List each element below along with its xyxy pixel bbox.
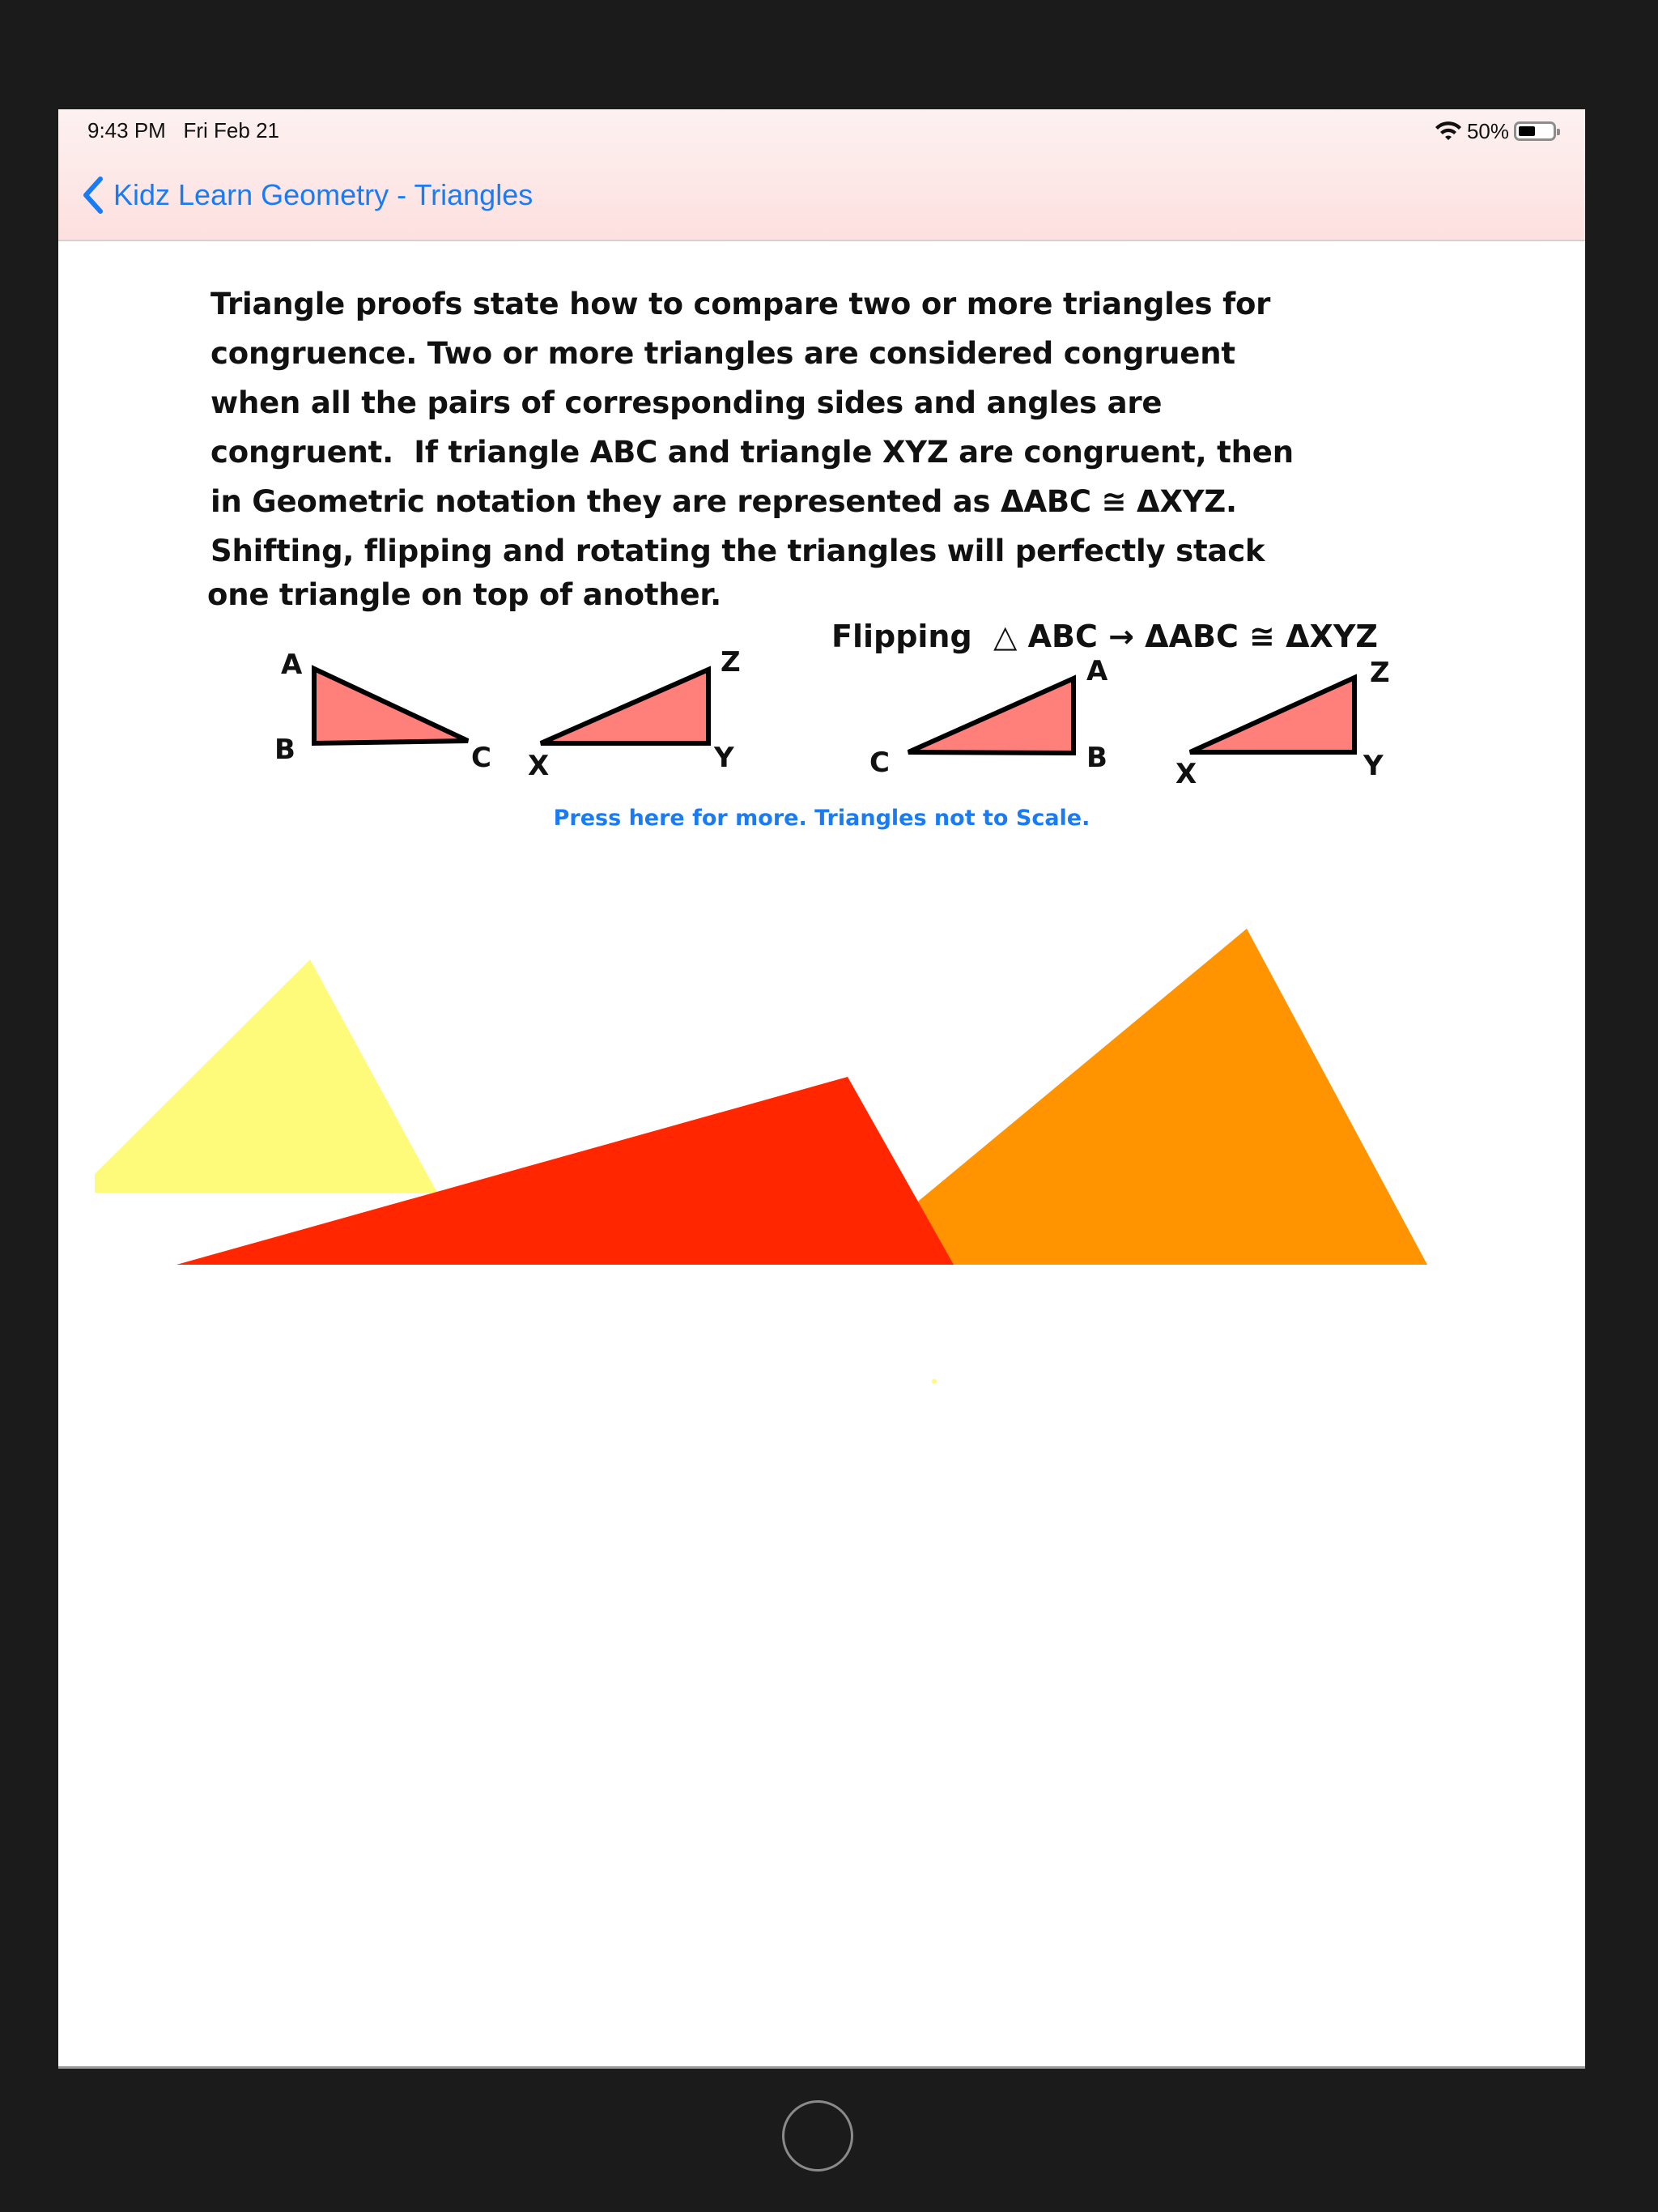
- paragraph-line: in Geometric notation they are represented as ΔABC ≅ ΔXYZ.: [210, 484, 1237, 519]
- vertex-label: Z: [721, 646, 741, 678]
- yellow-triangle[interactable]: [95, 959, 437, 1193]
- paragraph-line: one triangle on top of another.: [207, 577, 721, 612]
- device-corner: [0, 2163, 49, 2212]
- home-button[interactable]: [782, 2100, 853, 2172]
- vertex-label: Y: [1363, 750, 1384, 782]
- vertex-label: Y: [714, 742, 734, 774]
- paragraph-line: congruent. If triangle ABC and triangle XYZ are congruent, then: [210, 435, 1294, 470]
- yellow-dot: [932, 1379, 937, 1384]
- vertex-label: X: [528, 750, 550, 782]
- orange-triangle[interactable]: [876, 929, 1427, 1265]
- status-date: Fri Feb 21: [183, 118, 279, 143]
- vertex-label: A: [1086, 655, 1108, 687]
- colored-triangles: [58, 109, 1585, 2066]
- paragraph-line: when all the pairs of corresponding sides and angles are: [210, 385, 1163, 420]
- vertex-label: C: [869, 747, 890, 779]
- status-time: 9:43 PM: [87, 118, 166, 143]
- vertex-label: B: [1086, 742, 1107, 774]
- vertex-label: C: [471, 742, 491, 774]
- lesson-content: [58, 109, 1585, 2066]
- vertex-label: B: [274, 734, 295, 766]
- more-info-link[interactable]: Press here for more. Triangles not to Scale.: [553, 806, 1090, 831]
- paragraph-line: congruence. Two or more triangles are considered congruent: [210, 336, 1235, 371]
- vertex-label: Z: [1370, 657, 1390, 689]
- battery-percent: 50%: [1466, 118, 1509, 143]
- vertex-label: A: [281, 649, 303, 681]
- paragraph-line: Triangle proofs state how to compare two or more triangles for: [210, 287, 1271, 321]
- paragraph-line: Shifting, flipping and rotating the triangles will perfectly stack: [210, 534, 1265, 568]
- flip-caption: Flipping △ ABC → ΔABC ≅ ΔXYZ: [831, 619, 1378, 654]
- back-button-label: Kidz Learn Geometry - Triangles: [113, 178, 534, 211]
- screen: [58, 109, 1585, 2066]
- vertex-label: X: [1175, 758, 1197, 790]
